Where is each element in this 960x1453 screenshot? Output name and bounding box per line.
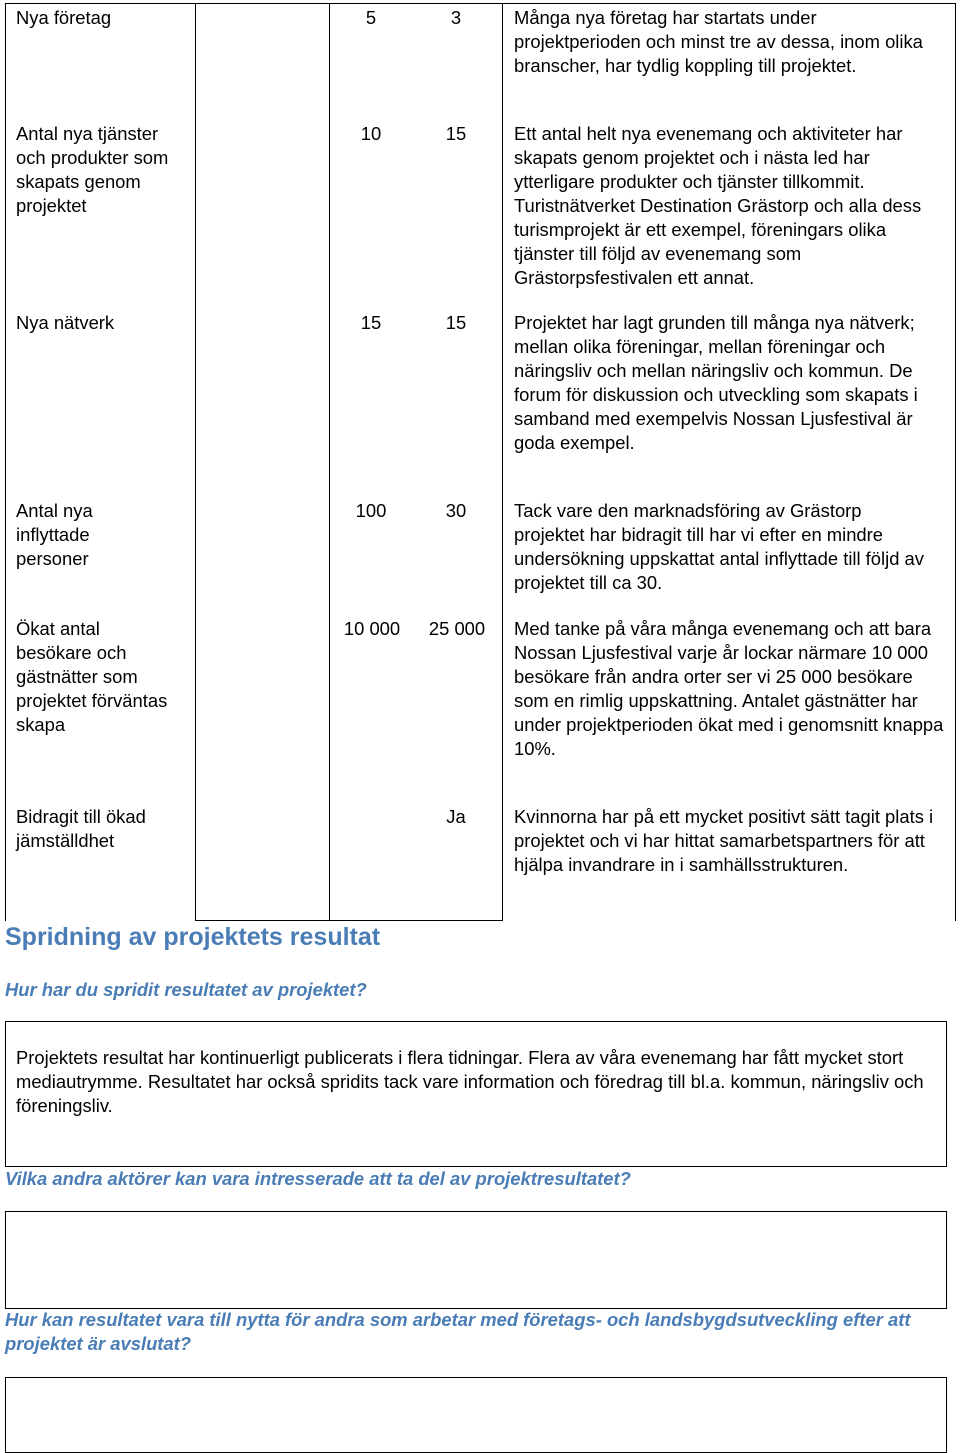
answer-box-interested-actors[interactable]: [5, 1211, 947, 1309]
target-value: 10 000: [343, 618, 401, 639]
row-label: Ökat antal besökare och gästnätter som projektet förväntas skapa: [16, 618, 168, 735]
target-value: 100: [355, 500, 387, 521]
table-right-border: [955, 3, 956, 921]
row-comment: Många nya företag har startats under projektperioden och minst tre av dessa, inom olika branscher, har tydlig koppling till projektet.: [514, 7, 923, 76]
row-label: Antal nya inflyttade personer: [16, 500, 93, 569]
answer-text: Projektets resultat har kontinuerligt publicerats i flera tidningar. Flera av våra evenemang har fått mycket stort mediautrymme. Resultatet har också spridits tack vare information och föredrag till bl.a. kommun, näringsliv och föreningsliv.: [16, 1047, 924, 1116]
outcome-value: 30: [445, 500, 467, 521]
outcome-value: 3: [450, 7, 462, 28]
outcome-value: 15: [445, 312, 467, 333]
table-col-divider-3: [502, 3, 503, 921]
row-comment: Projektet har lagt grunden till många nya nätverk; mellan olika föreningar, mellan föreningar och näringsliv och mellan näringsliv och kommun. De forum för diskussion och utveckling som skapats i samband med exempelvis Nossan Ljusfestival är goda exempel.: [514, 312, 918, 453]
target-value: 5: [365, 7, 377, 28]
row-label: Antal nya tjänster och produkter som skapats genom projektet: [16, 123, 169, 216]
table-left-border: [5, 3, 6, 921]
outcome-value: Ja: [446, 806, 466, 827]
question-interested-actors: Vilka andra aktörer kan vara intresserade att ta del av projektresultatet?: [5, 1168, 631, 1189]
answer-box-spread[interactable]: [5, 1021, 947, 1167]
table-col-divider-1: [195, 3, 196, 921]
table-top-border: [5, 3, 955, 4]
section-heading: Spridning av projektets resultat: [5, 923, 381, 951]
target-value: 15: [360, 312, 382, 333]
outcome-value: 15: [445, 123, 467, 144]
row-comment: Kvinnorna har på ett mycket positivt sätt tagit plats i projektet och vi har hittat samarbetspartners för att hjälpa invandrare in i samhällsstrukturen.: [514, 806, 934, 875]
table-col-divider-2: [329, 3, 330, 921]
row-comment: Med tanke på våra många evenemang och att bara Nossan Ljusfestival varje år lockar närmare 10 000 besökare från andra orter ser vi 25 000 besökare som en rimlig uppskattning. Antalet gästnätter har under projektperioden ökat med i genomsnitt knappa 10%.: [514, 618, 944, 759]
row-label: Bidragit till ökad jämställdhet: [16, 806, 146, 851]
question-spread: Hur har du spridit resultatet av projektet?: [5, 979, 367, 1000]
question-usefulness: Hur kan resultatet vara till nytta för andra som arbetar med företags- och landsbygdsutveckling efter att projektet är avslutat?: [5, 1309, 911, 1354]
answer-box-usefulness[interactable]: [5, 1377, 947, 1453]
outcome-value: 25 000: [428, 618, 486, 639]
target-value: 10: [360, 123, 382, 144]
row-label: Nya företag: [16, 7, 112, 28]
row-label: Nya nätverk: [16, 312, 115, 333]
row-comment: Tack vare den marknadsföring av Grästorp projektet har bidragit till har vi efter en mindre undersökning uppskattat antal inflyttade till följd av projektet till ca 30.: [514, 500, 924, 593]
row-comment: Ett antal helt nya evenemang och aktiviteter har skapats genom projektet och i nästa led har ytterligare produkter och tjänster tillkommit. Turistnätverket Destination Grästorp och alla dess turismprojekt är ett exempel, föreningars olika tjänster till följd av evenemang som Grästorpsfestivalen ett annat.: [514, 123, 922, 288]
